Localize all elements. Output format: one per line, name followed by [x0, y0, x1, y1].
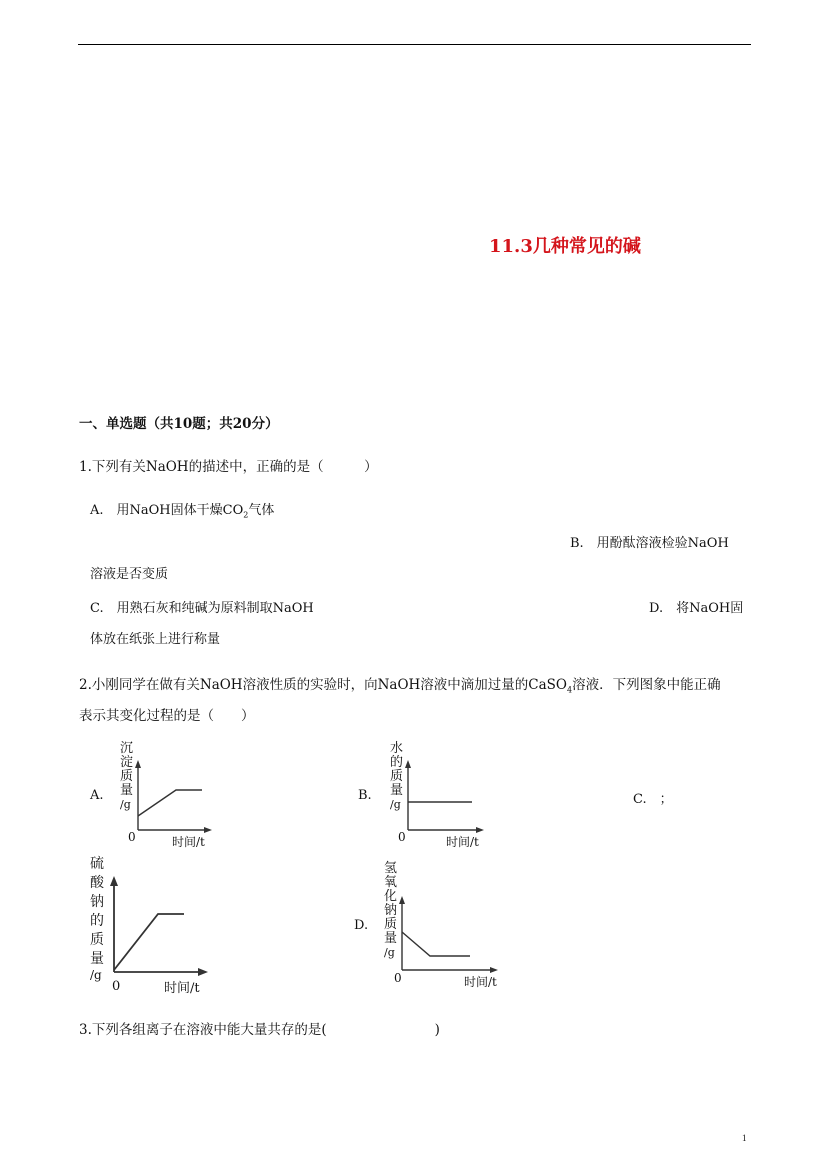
graph-c-ylabel-char: 质 — [90, 932, 104, 948]
graph-b-x-arrow — [476, 827, 484, 833]
graph-c-y-arrow — [110, 876, 118, 886]
graph-c-ylabel-char: 硫 — [90, 856, 104, 872]
graph-b-ylabel-char: 质 — [390, 769, 404, 784]
question-1-option-c: C. 用熟石灰和纯碱为原料制取NaOH — [90, 601, 314, 616]
graph-d — [378, 858, 513, 992]
graph-c-origin: 0 — [112, 979, 121, 994]
graph-d-x-arrow — [490, 967, 498, 973]
graph-b-xlabel: 时间/t — [446, 835, 479, 849]
graph-d-xlabel: 时间/t — [464, 975, 497, 989]
section-header: 一、单选题（共10题；共20分） — [79, 416, 279, 432]
graph-d-y-arrow — [399, 896, 405, 904]
graph-b-ylabel-unit: /g — [390, 798, 401, 811]
graph-a-x-arrow — [204, 827, 212, 833]
graph-a-y-arrow — [135, 760, 141, 768]
graph-b-ylabel — [390, 740, 403, 811]
graph-d-origin: 0 — [394, 971, 402, 985]
question-2-option-d-label: D. — [354, 918, 369, 933]
question-1-stem: 1.下列有关NaOH的描述中，正确的是（ ） — [79, 459, 378, 475]
question-1-option-b: B. 用酚酞溶液检验NaOH — [570, 536, 729, 551]
graph-d-ylabel-unit: /g — [384, 946, 395, 959]
graph-a-curve — [138, 790, 202, 816]
graph-a-ylabel-char: 沉 — [120, 741, 134, 756]
graph-c-x-arrow — [198, 968, 208, 976]
graph-b-y-arrow — [405, 760, 411, 768]
question-1-option-d: D. 将NaOH固 — [649, 601, 744, 616]
graph-a — [110, 738, 220, 850]
question-1-option-b-continued: 溶液是否变质 — [90, 567, 169, 582]
graph-d-ylabel-char: 氢 — [384, 861, 398, 876]
graph-d-ylabel-char: 量 — [384, 931, 398, 946]
question-3-stem: 3.下列各组离子在溶液中能大量共存的是( ) — [79, 1022, 440, 1038]
graph-a-xlabel: 时间/t — [172, 835, 205, 849]
graph-d-ylabel-char: 质 — [384, 917, 398, 932]
graph-c-ylabel — [90, 856, 105, 982]
graph-b-ylabel-char: 的 — [390, 755, 404, 770]
graph-b-ylabel-char: 水 — [390, 741, 404, 756]
graph-c-ylabel-unit: /g — [90, 968, 102, 982]
graph-b-ylabel-char: 量 — [390, 783, 404, 798]
graph-c-ylabel-char: 钠 — [90, 894, 104, 910]
graph-d-ylabel-char: 氧 — [384, 875, 398, 890]
graph-c-xlabel: 时间/t — [164, 981, 200, 996]
graph-c-ylabel-char: 量 — [90, 951, 104, 967]
graph-a-origin: 0 — [128, 830, 136, 844]
graph-d-curve — [402, 932, 470, 956]
document-title: 11.3几种常见的碱 — [489, 236, 641, 257]
question-2-option-b-label: B. — [358, 788, 372, 803]
graph-a-ylabel — [120, 741, 133, 811]
graph-c-ylabel-char: 的 — [90, 913, 104, 929]
graph-c-curve — [114, 914, 184, 970]
page-number: 1 — [742, 1133, 747, 1143]
graph-d-ylabel — [384, 861, 397, 959]
header-rule — [78, 44, 751, 45]
graph-a-ylabel-unit: /g — [120, 798, 131, 811]
graph-c-ylabel-char: 酸 — [90, 875, 104, 891]
graph-a-ylabel-char: 质 — [120, 769, 134, 784]
question-2-option-a-label: A. — [90, 788, 104, 803]
graph-a-ylabel-char: 淀 — [120, 755, 134, 770]
graph-c — [86, 852, 221, 998]
question-1-option-d-continued: 体放在纸张上进行称量 — [90, 632, 221, 647]
graph-b — [380, 738, 495, 850]
graph-a-ylabel-char: 量 — [120, 783, 134, 798]
question-1-option-a: A. 用NaOH固体干燥$CO_2$气体 — [90, 503, 275, 520]
graph-b-origin: 0 — [398, 830, 406, 844]
graph-d-ylabel-char: 钠 — [384, 903, 398, 918]
question-2-option-c-label: C. ； — [633, 792, 673, 807]
question-2-stem: 2.小刚同学在做有关NaOH溶液性质的实验时，向NaOH溶液中滴加过量的CaSO$_4$溶液．下列图象中能正确 — [79, 677, 721, 695]
question-2-stem-continued: 表示其变化过程的是（ ） — [79, 708, 255, 724]
graph-d-ylabel-char: 化 — [384, 889, 398, 904]
